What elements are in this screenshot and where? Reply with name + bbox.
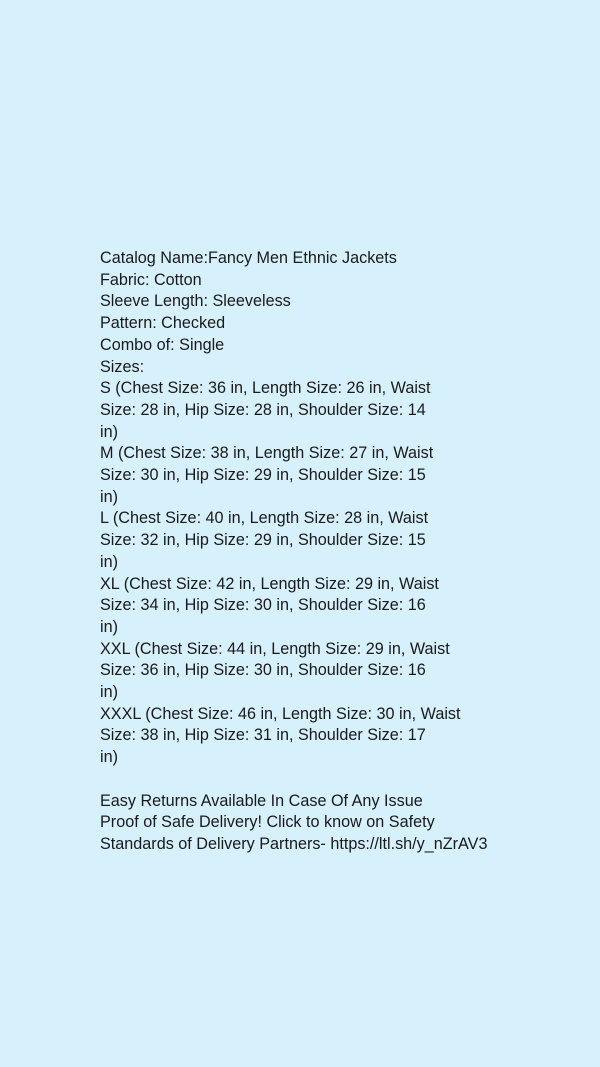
fabric: Fabric: Cotton <box>100 270 202 289</box>
pattern: Pattern: Checked <box>100 314 226 333</box>
delivery-note: Proof of Safe Delivery! Click to know on Safety <box>100 813 435 832</box>
product-description <box>100 248 510 856</box>
size-line: in) <box>100 748 118 767</box>
size-entry-m <box>100 443 510 508</box>
size-line: XL (Chest Size: 42 in, Length Size: 29 in, Waist <box>100 574 439 593</box>
size-line: in) <box>100 422 118 441</box>
size-entry-xl <box>100 574 510 639</box>
size-line: Size: 28 in, Hip Size: 28 in, Shoulder Size: 14 <box>100 400 426 419</box>
size-line: XXXL (Chest Size: 46 in, Length Size: 30 in, Waist <box>100 704 461 723</box>
size-line: in) <box>100 617 118 636</box>
size-entry-s <box>100 378 510 443</box>
sizes-heading: Sizes: <box>100 357 145 376</box>
blank-line <box>100 769 510 791</box>
size-line: Size: 32 in, Hip Size: 29 in, Shoulder Size: 15 <box>100 531 426 550</box>
size-line: XXL (Chest Size: 44 in, Length Size: 29 in, Waist <box>100 639 450 658</box>
size-line: in) <box>100 552 118 571</box>
size-entry-xxl <box>100 639 510 704</box>
size-entry-l <box>100 508 510 573</box>
catalog-name: Catalog Name:Fancy Men Ethnic Jackets <box>100 249 397 267</box>
size-line: Size: 36 in, Hip Size: 30 in, Shoulder Size: 16 <box>100 661 426 680</box>
combo: Combo of: Single <box>100 335 225 354</box>
returns-note: Easy Returns Available In Case Of Any Issue <box>100 791 423 810</box>
size-line: in) <box>100 683 118 702</box>
size-line: L (Chest Size: 40 in, Length Size: 28 in, Waist <box>100 509 429 528</box>
sleeve-length: Sleeve Length: Sleeveless <box>100 292 291 311</box>
size-line: M (Chest Size: 38 in, Length Size: 27 in, Waist <box>100 444 434 463</box>
delivery-note-link[interactable]: Standards of Delivery Partners- https://ltl.sh/y_nZrAV3 <box>100 834 488 853</box>
size-line: Size: 38 in, Hip Size: 31 in, Shoulder Size: 17 <box>100 726 426 745</box>
size-line: in) <box>100 487 118 506</box>
size-line: Size: 34 in, Hip Size: 30 in, Shoulder Size: 16 <box>100 596 426 615</box>
size-line: S (Chest Size: 36 in, Length Size: 26 in, Waist <box>100 379 431 398</box>
size-line: Size: 30 in, Hip Size: 29 in, Shoulder Size: 15 <box>100 466 426 485</box>
size-entry-xxxl <box>100 704 510 769</box>
